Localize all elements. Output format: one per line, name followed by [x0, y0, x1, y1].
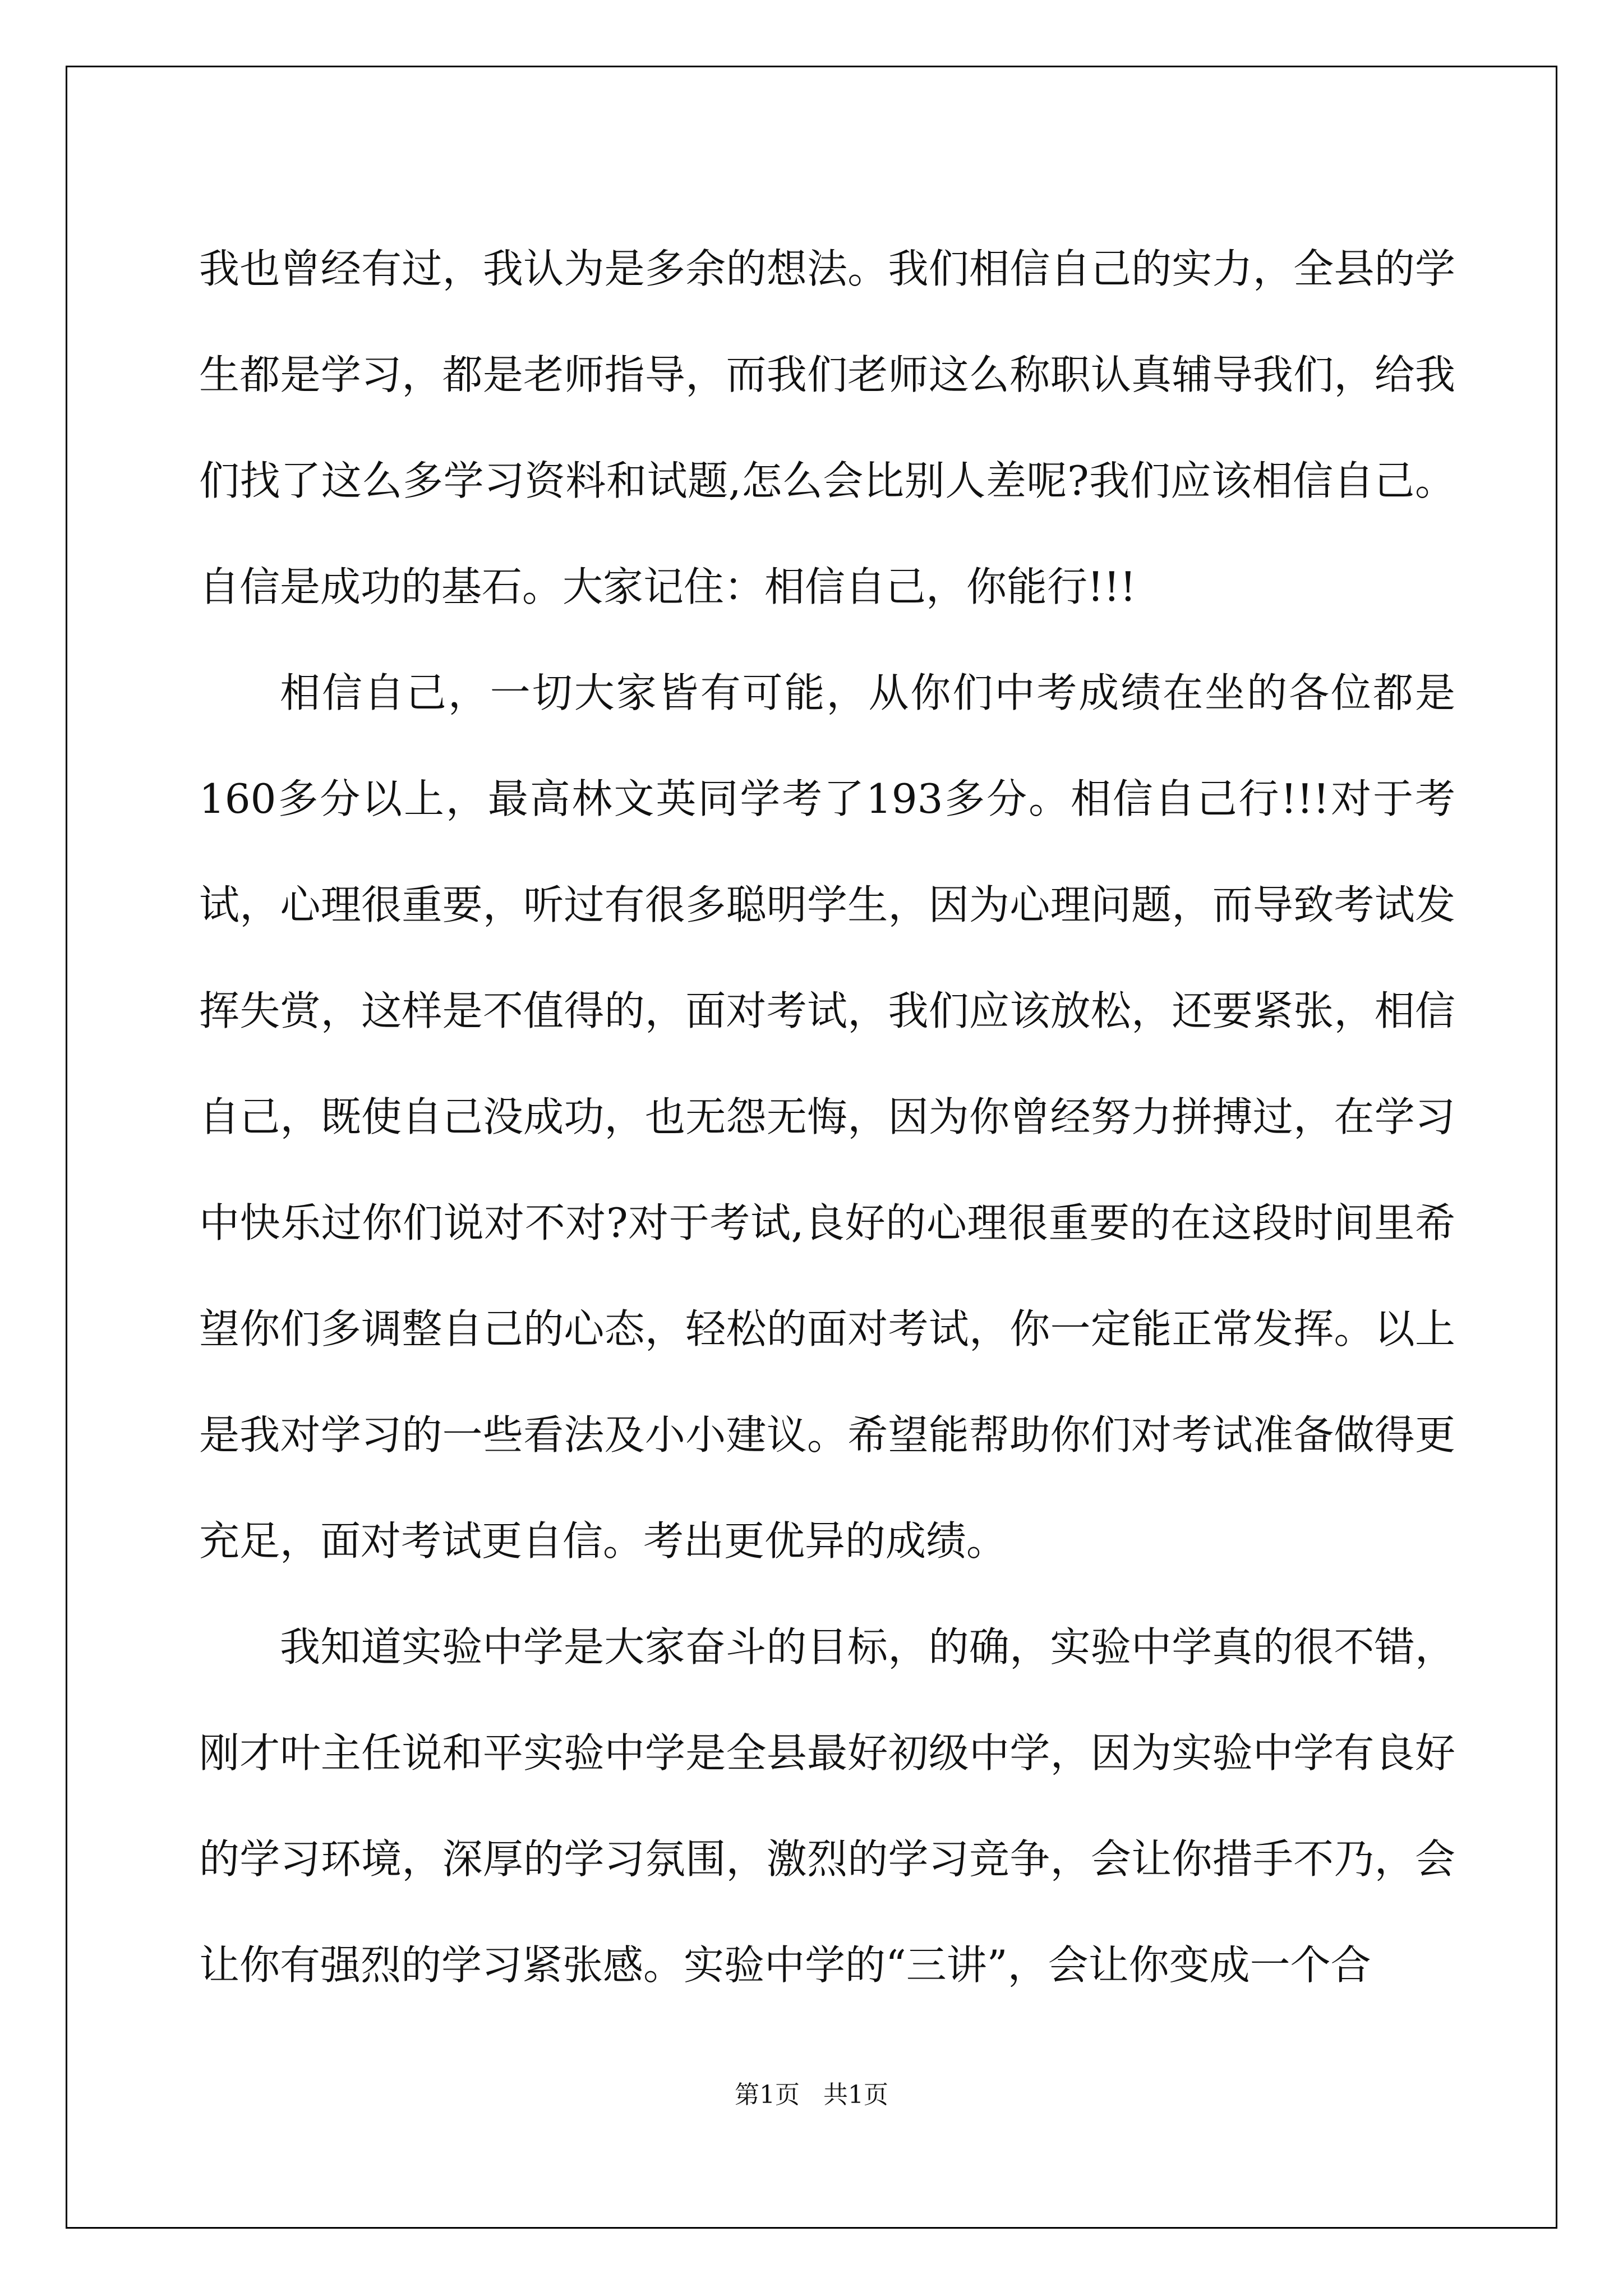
document-body	[199, 216, 1455, 2018]
paragraph-1: 我也曾经有过，我认为是多余的想法。我们相信自己的实力，全县的学生都是学习，都是老师指导，而我们老师这么称职认真辅导我们，给我们找了这么多学习资料和试题,怎么会比别人差呢?我们应该相信自己。自信是成功的基石。大家记住：相信自己，你能行!!!	[199, 245, 1455, 610]
paragraph-2: 相信自己，一切大家皆有可能，从你们中考成绩在坐的各位都是160多分以上，最高林文英同学考了193多分。相信自己行!!!对于考试，心理很重要，听过有很多聪明学生，因为心理问题，而导致考试发挥失赏，这样是不值得的，面对考试，我们应该放松，还要紧张，相信自己，既使自己没成功，也无怨无悔，因为你曾经努力拼搏过，在学习中快乐过你们说对不对?对于考试,良好的心理很重要的在这段时间里希望你们多调整自己的心态，轻松的面对考试，你一定能正常发挥。以上是我对学习的一些看法及小小建议。希望能帮助你们对考试准备做得更充足，面对考试更自信。考出更优异的成绩。	[199, 669, 1455, 1565]
page-footer: 第1页 共1页	[735, 2081, 888, 2109]
paragraph-3: 我知道实验中学是大家奋斗的目标，的确，实验中学真的很不错，刚才叶主任说和平实验中学是全县最好初级中学，因为实验中学有良好的学习环境，深厚的学习氛围，激烈的学习竞争，会让你措手不乃，会让你有强烈的学习紧张感。实验中学的“三讲”，会让你变成一个合	[199, 1623, 1455, 1989]
